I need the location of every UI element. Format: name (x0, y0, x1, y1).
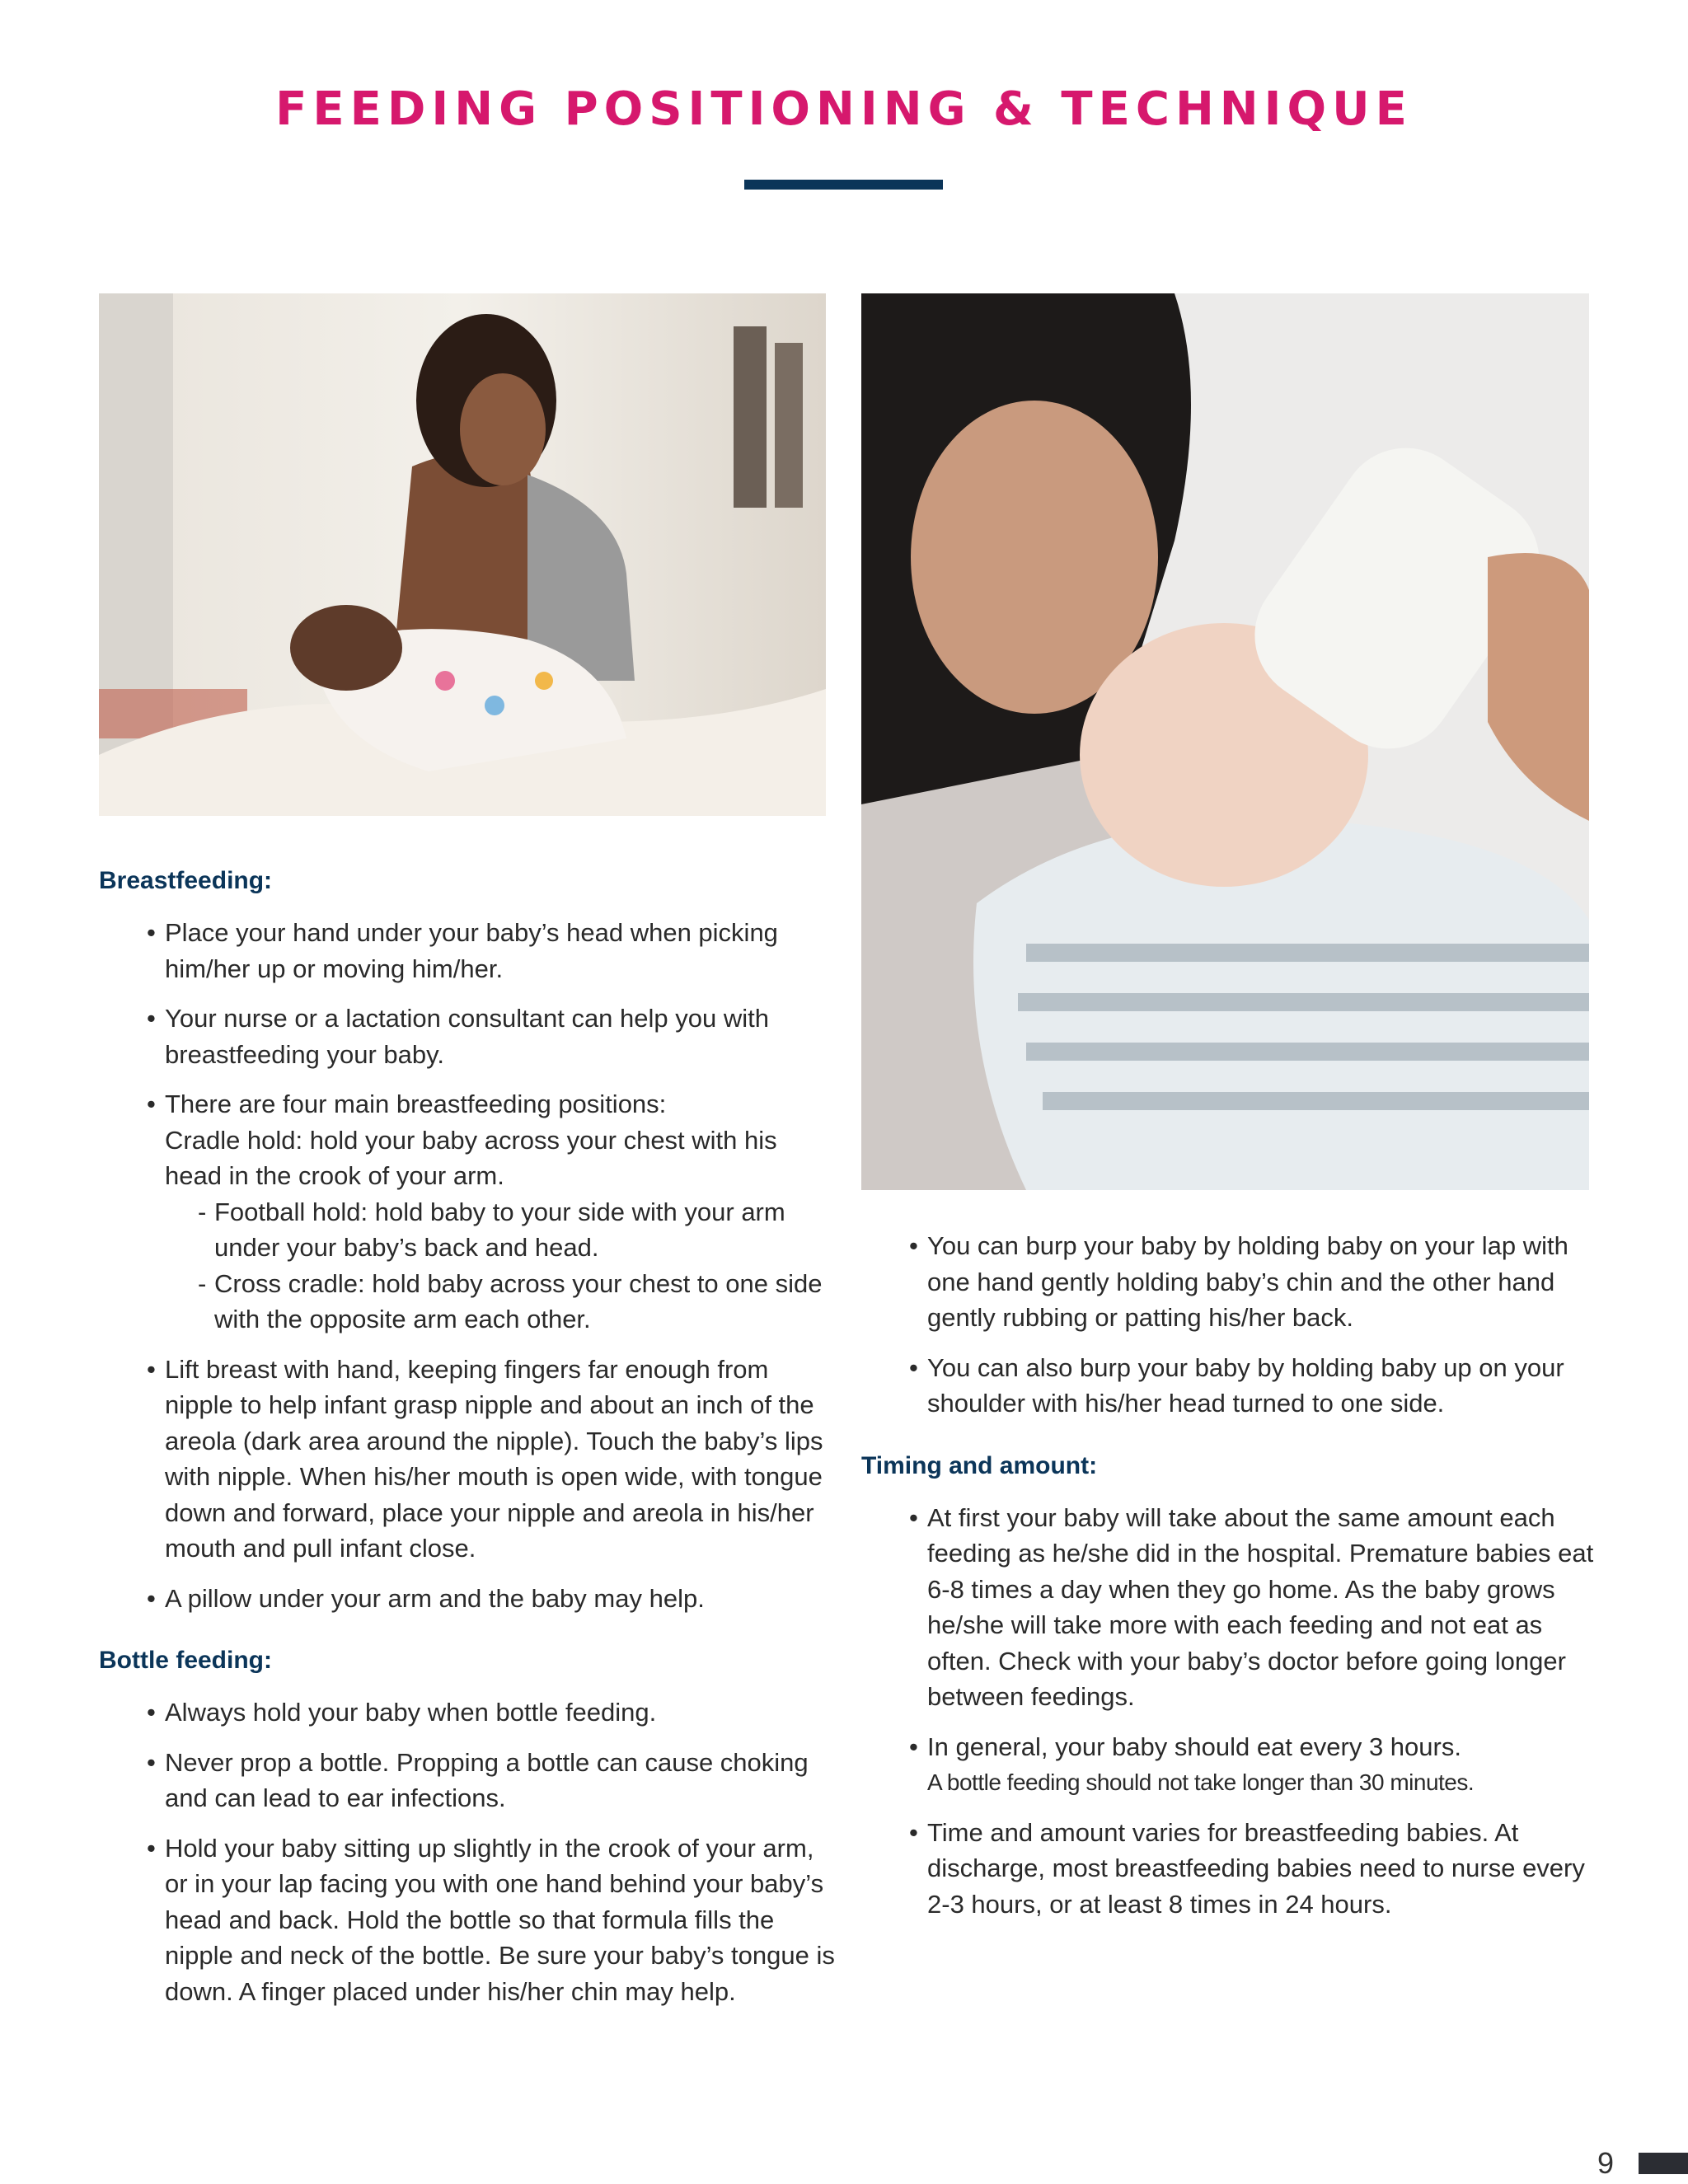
bottle-feeding-photo (861, 293, 1589, 1190)
breastfeeding-list (99, 915, 841, 1616)
positions-sublist (165, 1194, 841, 1338)
list-item: • You can also burp your baby by holding baby up on your shoulder with his/her head turned to one side. (909, 1350, 1603, 1422)
timing-heading: Timing and amount: (861, 1451, 1098, 1479)
list-item: • Your nurse or a lactation consultant can help you with breastfeeding your baby. (147, 1001, 841, 1072)
list-item: • Place your hand under your baby’s head when picking him/her up or moving him/her. (147, 915, 841, 987)
positions-intro: • There are four main breastfeeding positions: (165, 1090, 667, 1118)
bottle-feeding-list (99, 1694, 841, 2009)
cross-cradle: - Cross cradle: hold baby across your chest to one side with the opposite arm each other. (198, 1266, 841, 1338)
feeding-interval: • In general, your baby should eat every 3 hours. (927, 1732, 1461, 1761)
cradle-hold: Cradle hold: hold your baby across your chest with his head in the crook of your arm. (165, 1125, 777, 1190)
title-divider (744, 180, 943, 190)
list-item: • Time and amount varies for breastfeeding babies. At discharge, most breastfeeding babies need to nurse every 2-3 hours, or at least 8 times in 24 hours. (909, 1815, 1603, 1923)
right-column (861, 1228, 1603, 1936)
bottle-feeding-heading: Bottle feeding: (99, 1647, 272, 1674)
left-column (99, 861, 841, 2023)
list-item: • Lift breast with hand, keeping fingers far enough from nipple to help infant grasp nipple and about an inch of the areola (dark area around the nipple). Touch the baby’s lips with nipple. When his/her mouth is open wide, with tongue down and forward, place your nipple and areola in his/her mouth and pull infant close. (147, 1352, 841, 1567)
football-hold: - Football hold: hold baby to your side with your arm under your baby’s back and head. (198, 1194, 841, 1266)
burping-list (861, 1228, 1603, 1422)
list-item (147, 1086, 841, 1338)
list-item (909, 1729, 1603, 1801)
list-item: • Hold your baby sitting up slightly in the crook of your arm, or in your lap facing you with one hand behind your baby’s head and back. Hold the bottle so that formula fills the nipple and neck of the bottle. Be sure your baby’s tongue is down. A finger placed under his/her chin may help. (147, 1830, 841, 2010)
list-item: • Always hold your baby when bottle feeding. (147, 1694, 841, 1731)
breastfeeding-heading: Breastfeeding: (99, 867, 273, 894)
list-item: • A pillow under your arm and the baby may help. (147, 1581, 841, 1617)
list-item: • You can burp your baby by holding baby on your lap with one hand gently holding baby’s chin and the other hand gently rubbing or patting his/her back. (909, 1228, 1603, 1336)
breastfeeding-photo (99, 293, 826, 816)
timing-list (861, 1500, 1603, 1923)
page-tab-marker (1639, 2153, 1688, 2174)
list-item: • At first your baby will take about the same amount each feeding as he/she did in the hospital. Premature babies eat 6-8 times a day when they go home. As the baby grows he/she will take more with each feeding and not eat as often. Check with your baby’s doctor before going longer between feedings. (909, 1500, 1603, 1715)
feeding-duration: A bottle feeding should not take longer than 30 minutes. (927, 1769, 1475, 1795)
list-item: • Never prop a bottle. Propping a bottle can cause choking and can lead to ear infections. (147, 1745, 841, 1816)
page-number: 9 (1597, 2146, 1615, 2180)
page-title: FEEDING POSITIONING & TECHNIQUE (275, 82, 1413, 136)
